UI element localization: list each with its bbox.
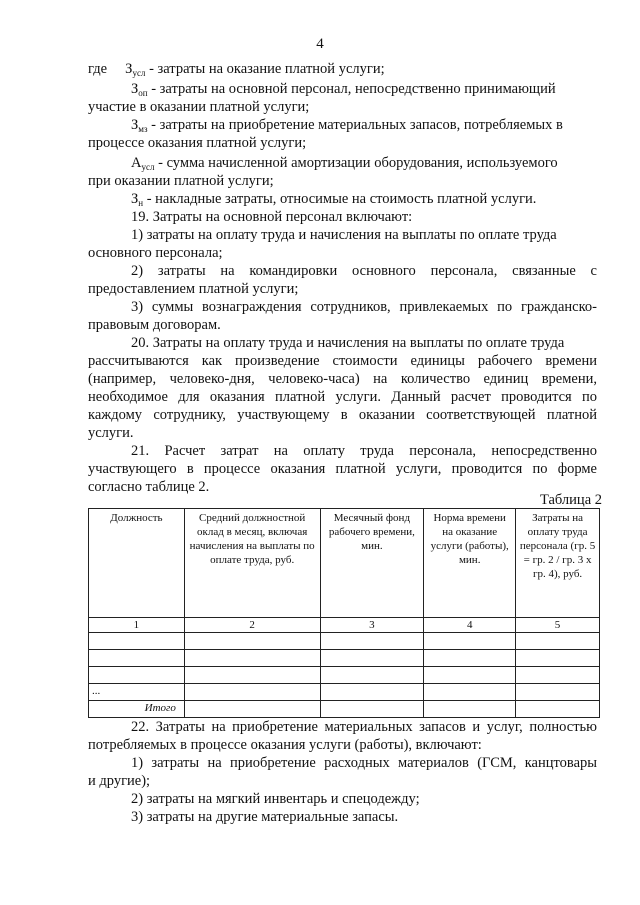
var-text: - накладные затраты, относимые на стоимость платной услуги. — [143, 191, 537, 207]
para20-line: услуги. — [88, 425, 134, 441]
para22-line: 3) затраты на другие материальные запасы. — [131, 809, 399, 825]
var-symbol: А — [131, 155, 142, 171]
para20-line: рассчитываются как произведение стоимости единицы рабочего времени — [88, 353, 597, 369]
para21-line: 21. Расчет затрат на оплату труда персонала, непосредственно — [131, 443, 597, 459]
para22-line: 2) затраты на мягкий инвентарь и спецодежду; — [131, 791, 420, 807]
var-symbol: З — [131, 191, 139, 207]
column-number: 1 — [89, 618, 185, 633]
para19-line: 1) затраты на оплату труда и начисления на выплаты по оплате труда — [131, 227, 557, 243]
header-labor-cost: Затраты на оплату труда персонала (гр. 5 = гр. 2 / гр. 3 x гр. 4), руб. — [516, 509, 600, 618]
para19-line: предоставлением платной услуги; — [88, 281, 299, 297]
header-time-norm: Норма времени на оказание услуги (работы), мин. — [424, 509, 516, 618]
table-header-row — [89, 509, 600, 618]
var-subscript: мз — [138, 124, 148, 134]
var-text: - затраты на приобретение материальных запасов, потребляемых в — [147, 117, 563, 133]
table-row — [89, 650, 600, 667]
var-text: - сумма начисленной амортизации оборудования, используемого — [154, 155, 558, 171]
total-label: Итого — [89, 701, 185, 718]
var-text: - затраты на основной персонал, непосредственно принимающий — [147, 81, 556, 97]
header-salary: Средний должностной оклад в месяц, включая начисления на выплаты по оплате труда, руб. — [184, 509, 320, 618]
header-position: Должность — [89, 509, 185, 618]
var-subscript: оп — [138, 88, 148, 98]
table-row — [89, 633, 600, 650]
where-word: где — [88, 61, 108, 77]
para20-line: 20. Затраты на оплату труда и начисления на выплаты по оплате труда — [131, 335, 565, 351]
para21-line: участвующего в процессе оказания платной услуги, проводится по форме — [88, 461, 597, 477]
var-subscript: усл — [141, 162, 155, 172]
para19-line: 3) суммы вознаграждения сотрудников, привлекаемых по гражданско- — [131, 299, 597, 315]
var-symbol: З — [131, 81, 139, 97]
para19-heading: 19. Затраты на основной персонал включают: — [131, 209, 413, 225]
table-row — [89, 667, 600, 684]
var-z-op-cont: участие в оказании платной услуги; — [88, 99, 310, 115]
para22-line: 1) затраты на приобретение расходных материалов (ГСМ, канцтовары — [131, 755, 597, 771]
para20-line: (например, человеко-дня, человеко-часа) на количество единиц времени, — [88, 371, 597, 387]
para19-line: 2) затраты на командировки основного персонала, связанные с — [131, 263, 597, 279]
para20-line: каждому сотруднику, участвующему в оказании соответствующей платной — [88, 407, 597, 423]
column-number: 3 — [320, 618, 424, 633]
column-number: 2 — [184, 618, 320, 633]
column-number: 5 — [516, 618, 600, 633]
para22-line: и другие); — [88, 773, 151, 789]
table-total-row — [89, 701, 600, 718]
para22-line: 22. Затраты на приобретение материальных запасов и услуг, полностью — [131, 719, 597, 735]
para19-line: основного персонала; — [88, 245, 223, 261]
ellipsis-cell: ... — [89, 684, 185, 701]
para22-line: потребляемых в процессе оказания услуги (работы), включают: — [88, 737, 482, 753]
column-number: 4 — [424, 618, 516, 633]
var-a-usl-cont: при оказании платной услуги; — [88, 173, 274, 189]
table-caption: Таблица 2 — [539, 492, 602, 508]
var-subscript: усл — [132, 68, 146, 78]
table-row — [89, 684, 600, 701]
para20-line: необходимое для оказания платной услуги. Данный расчет проводится по — [88, 389, 597, 405]
var-z-usl — [88, 60, 385, 82]
page-number: 4 — [316, 36, 324, 52]
var-text: - затраты на оказание платной услуги; — [145, 61, 385, 77]
cost-table — [88, 508, 600, 718]
para19-line: правовым договорам. — [88, 317, 221, 333]
para21-line: согласно таблице 2. — [88, 479, 210, 495]
var-subscript: н — [138, 198, 144, 208]
var-symbol: З — [125, 61, 133, 77]
var-z-mz-cont: процессе оказания платной услуги; — [88, 135, 307, 151]
header-time-fund: Месячный фонд рабочего времени, мин. — [320, 509, 424, 618]
var-symbol: З — [131, 117, 139, 133]
table-number-row — [89, 618, 600, 633]
